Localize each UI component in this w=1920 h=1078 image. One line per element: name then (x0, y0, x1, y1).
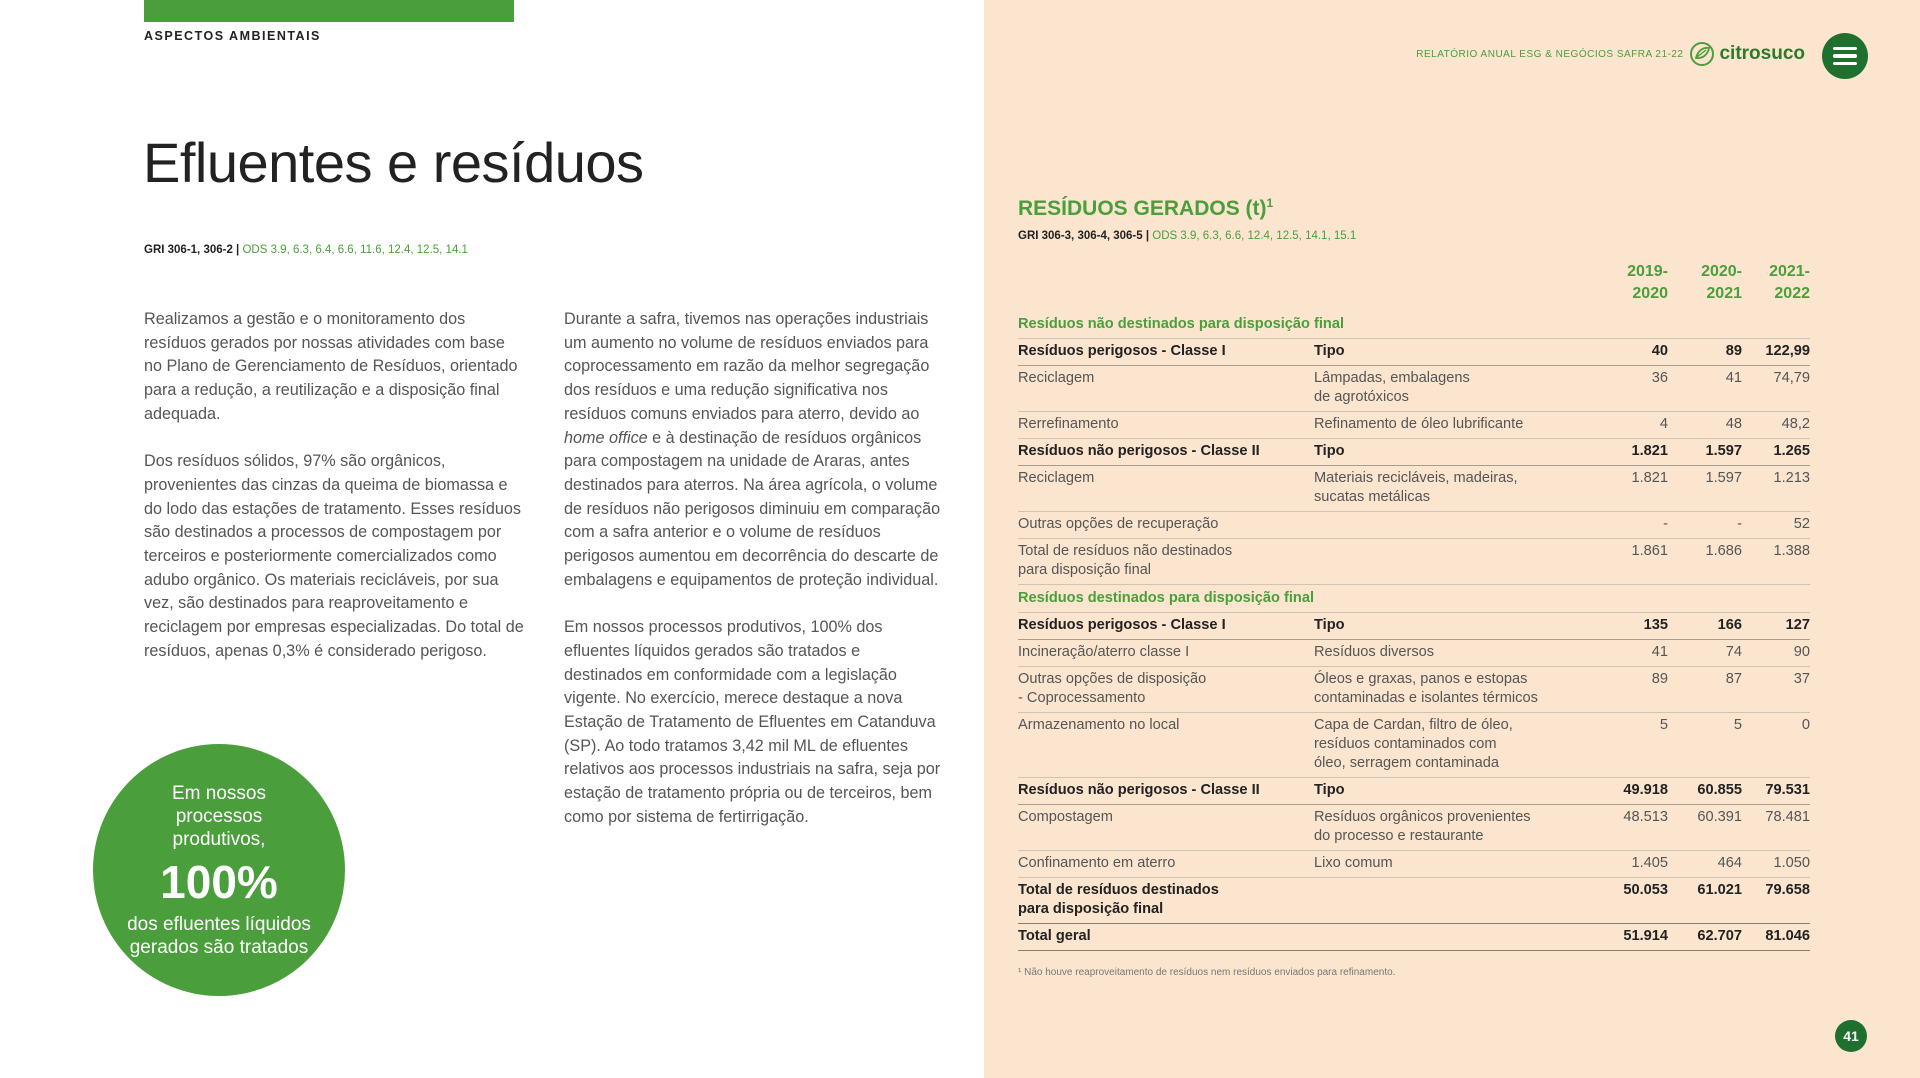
citrus-leaf-icon (1689, 41, 1715, 67)
value-2020-2021: 89 (1668, 339, 1742, 366)
value-2021-2022: 1.050 (1742, 851, 1810, 878)
waste-table (1018, 258, 1810, 951)
table-row (1018, 613, 1810, 640)
value-2019-2020: - (1596, 512, 1668, 539)
section-label: ASPECTOS AMBIENTAIS (144, 29, 321, 43)
value-2020-2021: 62.707 (1668, 924, 1742, 951)
gri-label: GRI 306-3, 306-4, 306-5 (1018, 230, 1143, 242)
table-gri-references (1018, 230, 1356, 242)
value-2019-2020: 135 (1596, 613, 1668, 640)
value-2019-2020: 51.914 (1596, 924, 1668, 951)
row-label: Outras opções de recuperação (1018, 512, 1314, 539)
value-2020-2021: - (1668, 512, 1742, 539)
table-row (1018, 512, 1810, 539)
row-type (1314, 539, 1596, 585)
row-type (1314, 924, 1596, 951)
table-row (1018, 713, 1810, 778)
row-label: Resíduos não perigosos - Classe II (1018, 439, 1314, 466)
value-2020-2021: 1.686 (1668, 539, 1742, 585)
value-2019-2020: 40 (1596, 339, 1668, 366)
section-color-bar (144, 0, 514, 22)
value-2021-2022: 81.046 (1742, 924, 1810, 951)
paragraph: Durante a safra, tivemos nas operações industriais um aumento no volume de resíduos enviados para coprocessamento em razão da melhor segregação dos resíduos e uma redução significativa nos resíduos comuns enviados para aterro, devido ao home office e à destinação de resíduos orgânicos para compostagem na unidade de Araras, antes destinados para aterros. Na área agrícola, o volume de resíduos não perigosos diminuiu em comparação com a safra anterior e o volume de resíduos perigosos aumentou em decorrência do descarte de embalagens e equipamentos de proteção individual. (564, 310, 941, 589)
row-label: Incineração/aterro classe I (1018, 640, 1314, 667)
value-2020-2021: 74 (1668, 640, 1742, 667)
table-row (1018, 339, 1810, 366)
value-2019-2020: 1.821 (1596, 439, 1668, 466)
row-label: Outras opções de disposição - Coprocessamento (1018, 667, 1314, 713)
value-2019-2020: 50.053 (1596, 878, 1668, 924)
row-type: Tipo (1314, 339, 1596, 366)
value-2020-2021: 41 (1668, 366, 1742, 412)
row-label: Total de resíduos não destinados para disposição final (1018, 539, 1314, 585)
row-type: Óleos e graxas, panos e estopas contaminadas e isolantes térmicos (1314, 667, 1596, 713)
value-2019-2020: 1.861 (1596, 539, 1668, 585)
table-row (1018, 851, 1810, 878)
footnote: ¹ Não houve reaproveitamento de resíduos nem resíduos enviados para refinamento. (1018, 967, 1396, 978)
table-row (1018, 412, 1810, 439)
value-2019-2020: 49.918 (1596, 778, 1668, 805)
table-row (1018, 667, 1810, 713)
value-2019-2020: 1.821 (1596, 466, 1668, 512)
value-2021-2022: 122,99 (1742, 339, 1810, 366)
value-2020-2021: 60.391 (1668, 805, 1742, 851)
paragraph: Dos resíduos sólidos, 97% são orgânicos, provenientes das cinzas da queima de biomassa e do lodo das estações de tratamento. Esses resíduos são destinados a processos de compostagem por terceiros e posteriormente comercializados como adubo orgânico. Os materiais recicláveis, por sua vez, são destinados para reaproveitamento e reciclagem por empresas especializadas. Do total de resíduos, apenas 0,3% é considerado perigoso. (144, 452, 524, 660)
value-2021-2022: 79.531 (1742, 778, 1810, 805)
year-header: 2020- 2021 (1701, 263, 1742, 302)
row-label: Armazenamento no local (1018, 713, 1314, 778)
value-2019-2020: 48.513 (1596, 805, 1668, 851)
table-row (1018, 539, 1810, 585)
value-2019-2020: 89 (1596, 667, 1668, 713)
value-2020-2021: 61.021 (1668, 878, 1742, 924)
table-row (1018, 805, 1810, 851)
row-label: Reciclagem (1018, 366, 1314, 412)
value-2021-2022: 1.213 (1742, 466, 1810, 512)
table-row (1018, 439, 1810, 466)
paragraph: Em nossos processos produtivos, 100% dos efluentes líquidos gerados são tratados e destinados em conformidade com a legislação vigente. No exercício, merece destaque a nova Estação de Tratamento de Efluentes em Catanduva (SP). Ao todo tratamos 3,42 mil ML de efluentes relativos aos processos industriais na safra, seja por estação de tratamento própria ou de terceiros, bem como por sistema de fertirrigação. (564, 618, 941, 826)
highlight-percentage: 100% (160, 855, 278, 908)
table-row (1018, 585, 1810, 613)
value-2020-2021: 166 (1668, 613, 1742, 640)
value-2021-2022: 1.265 (1742, 439, 1810, 466)
value-2020-2021: 87 (1668, 667, 1742, 713)
value-2020-2021: 60.855 (1668, 778, 1742, 805)
group-heading: Resíduos destinados para disposição final (1018, 585, 1810, 613)
value-2020-2021: 1.597 (1668, 466, 1742, 512)
row-label: Total geral (1018, 924, 1314, 951)
table-title: RESÍDUOS GERADOS $(t)^1$ (1018, 196, 1274, 220)
value-2021-2022: 78.481 (1742, 805, 1810, 851)
report-header (1416, 41, 1805, 67)
row-label: Compostagem (1018, 805, 1314, 851)
value-2021-2022: 37 (1742, 667, 1810, 713)
value-2020-2021: 48 (1668, 412, 1742, 439)
page-title: Efluentes e resíduos (143, 131, 644, 194)
value-2021-2022: 48,2 (1742, 412, 1810, 439)
value-2020-2021: 5 (1668, 713, 1742, 778)
row-label: Resíduos perigosos - Classe I (1018, 613, 1314, 640)
group-heading: Resíduos não destinados para disposição final (1018, 311, 1810, 339)
value-2020-2021: 464 (1668, 851, 1742, 878)
value-2021-2022: 90 (1742, 640, 1810, 667)
hamburger-menu-icon[interactable] (1822, 33, 1868, 79)
row-label: Resíduos não perigosos - Classe II (1018, 778, 1314, 805)
year-header: 2019- 2020 (1627, 263, 1668, 302)
row-type: Tipo (1314, 439, 1596, 466)
row-type: Refinamento de óleo lubrificante (1314, 412, 1596, 439)
row-type (1314, 512, 1596, 539)
text-column-1 (144, 308, 524, 687)
table-row (1018, 878, 1810, 924)
value-2021-2022: 52 (1742, 512, 1810, 539)
value-2021-2022: 0 (1742, 713, 1810, 778)
row-type: Resíduos diversos (1314, 640, 1596, 667)
gri-references (144, 244, 468, 256)
highlight-top-text: Em nossos processos produtivos, (172, 782, 266, 850)
gri-label: GRI 306-1, 306-2 (144, 244, 233, 256)
value-2021-2022: 74,79 (1742, 366, 1810, 412)
row-type: Tipo (1314, 613, 1596, 640)
table-row (1018, 924, 1810, 951)
ods-label: ODS 3.9, 6.3, 6.4, 6.6, 11.6, 12.4, 12.5, 14.1 (242, 244, 468, 256)
report-label: RELATÓRIO ANUAL ESG & NEGÓCIOS SAFRA 21-22 (1416, 48, 1684, 60)
text-column-2 (564, 308, 942, 853)
gri-separator: | (232, 244, 243, 256)
row-label: Reciclagem (1018, 466, 1314, 512)
value-2019-2020: 41 (1596, 640, 1668, 667)
gri-separator: | (1142, 230, 1153, 242)
table-row (1018, 640, 1810, 667)
value-2019-2020: 1.405 (1596, 851, 1668, 878)
row-label: Resíduos perigosos - Classe I (1018, 339, 1314, 366)
paragraph: Realizamos a gestão e o monitoramento dos resíduos gerados por nossas atividades com base no Plano de Gerenciamento de Resíduos, orientado para a redução, a reutilização e a disposição final adequada. (144, 310, 518, 423)
row-label: Rerrefinamento (1018, 412, 1314, 439)
highlight-bottom-text: dos efluentes líquidos gerados são tratados (127, 913, 311, 958)
row-label: Confinamento em aterro (1018, 851, 1314, 878)
highlight-circle (93, 744, 345, 996)
value-2019-2020: 4 (1596, 412, 1668, 439)
row-type: Lâmpadas, embalagens de agrotóxicos (1314, 366, 1596, 412)
year-header: 2021- 2022 (1769, 263, 1810, 302)
table-row (1018, 466, 1810, 512)
row-type (1314, 878, 1596, 924)
value-2020-2021: 1.597 (1668, 439, 1742, 466)
row-type: Materiais recicláveis, madeiras, sucatas metálicas (1314, 466, 1596, 512)
ods-label: ODS 3.9, 6.3, 6.6, 12.4, 12.5, 14.1, 15.1 (1152, 230, 1357, 242)
table-row (1018, 366, 1810, 412)
brand-logo[interactable] (1689, 41, 1805, 67)
value-2021-2022: 79.658 (1742, 878, 1810, 924)
page-number: 41 (1835, 1020, 1867, 1052)
value-2019-2020: 36 (1596, 366, 1668, 412)
table-row (1018, 778, 1810, 805)
row-label: Total de resíduos destinados para disposição final (1018, 878, 1314, 924)
value-2021-2022: 1.388 (1742, 539, 1810, 585)
row-type: Resíduos orgânicos provenientes do processo e restaurante (1314, 805, 1596, 851)
row-type: Lixo comum (1314, 851, 1596, 878)
table-row (1018, 311, 1810, 339)
row-type: Capa de Cardan, filtro de óleo, resíduos contaminados com óleo, serragem contaminada (1314, 713, 1596, 778)
value-2021-2022: 127 (1742, 613, 1810, 640)
row-type: Tipo (1314, 778, 1596, 805)
value-2019-2020: 5 (1596, 713, 1668, 778)
brand-name: citrosuco (1719, 43, 1805, 64)
